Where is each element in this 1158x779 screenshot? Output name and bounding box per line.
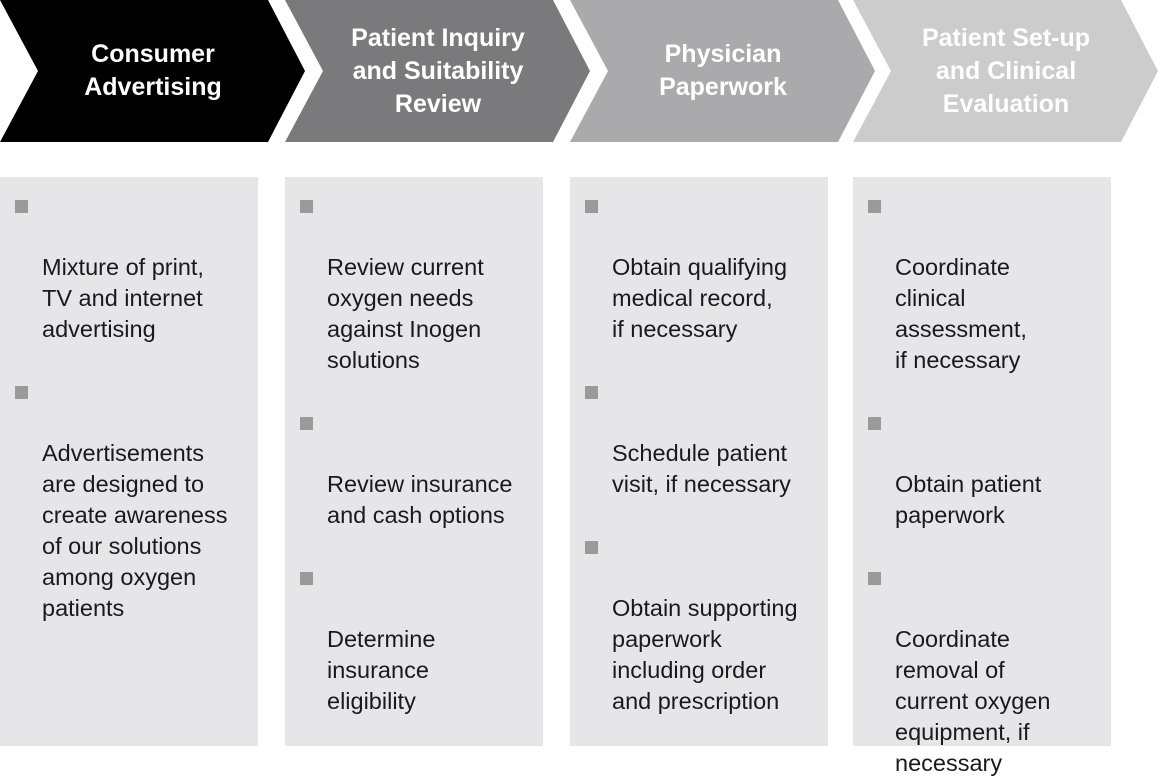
bullet-square-icon [300,200,313,213]
list-item [285,190,543,376]
bullet-square-icon [585,200,598,213]
list-item [570,190,828,345]
list-item [285,407,543,531]
item-text: Review insurance and cash options [327,471,513,528]
item-text: Obtain patient paperwork [895,471,1042,528]
bullet-square-icon [15,200,28,213]
list-item [0,376,258,624]
bullet-square-icon [585,541,598,554]
stage-title-patient-setup: Patient Set-up and Clinical Evaluation [921,23,1091,118]
list-item [570,376,828,500]
list-item [853,190,1111,376]
item-text: Review current oxygen needs against Inogen solutions [327,254,484,373]
list-item [285,562,543,717]
column-consumer-advertising [0,177,258,746]
stage-title-physician-paperwork: Physician Paperwork [659,40,787,101]
item-text: Determine insurance eligibility [327,626,436,714]
item-text: Advertisements are designed to create awareness of our solutions among oxygen patients [42,440,228,621]
bullet-square-icon [15,386,28,399]
stage-title-consumer-advertising: Consumer Advertising [84,40,222,101]
item-text: Mixture of print, TV and internet advertising [42,254,204,342]
item-text: Obtain qualifying medical record, if necessary [612,254,788,342]
bullet-square-icon [868,417,881,430]
item-text: Coordinate clinical assessment, if necessary [895,254,1027,373]
bullet-square-icon [585,386,598,399]
bullet-square-icon [300,572,313,585]
stage-title-patient-inquiry: Patient Inquiry and Suitability Review [351,23,525,118]
item-text: Schedule patient visit, if necessary [612,440,791,497]
bullet-square-icon [868,572,881,585]
list-item [853,407,1111,531]
list-item [0,190,258,345]
list-item [853,562,1111,779]
list-item [570,531,828,717]
column-patient-setup [853,177,1111,776]
column-patient-inquiry [285,177,543,746]
item-text: Coordinate removal of current oxygen equipment, if necessary [895,626,1051,776]
item-text: Obtain supporting paperwork including order and prescription [612,595,798,714]
bullet-square-icon [300,417,313,430]
bullet-square-icon [868,200,881,213]
column-physician-paperwork [570,177,828,746]
